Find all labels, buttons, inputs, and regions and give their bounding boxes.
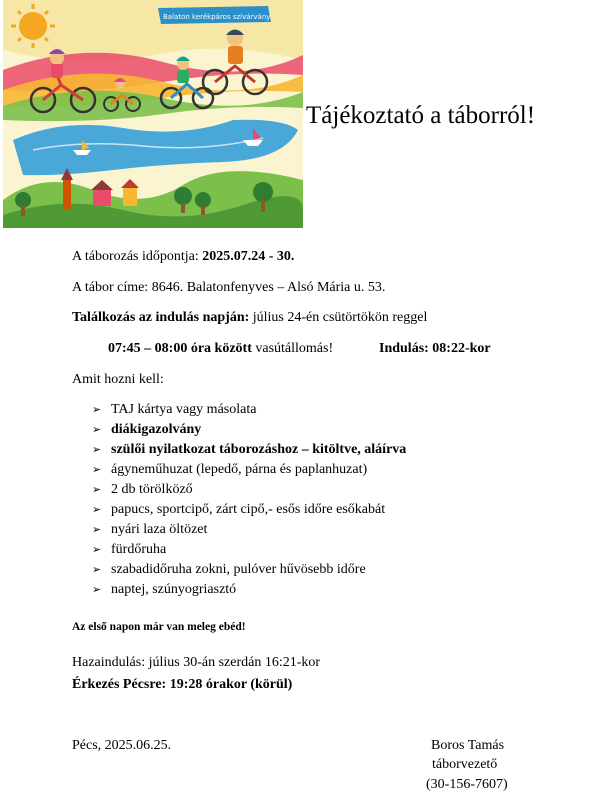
meeting-time: 07:45 – 08:00 óra között bbox=[108, 341, 252, 356]
packing-list-item bbox=[92, 402, 406, 422]
arrow-bullet-icon: ➢ bbox=[92, 584, 102, 596]
packing-list-item bbox=[92, 482, 406, 502]
packing-list bbox=[92, 402, 406, 602]
packing-list-item-text: ágyneműhuzat (lepedő, párna és paplanhuzat) bbox=[111, 462, 368, 477]
signer-phone: (30-156-7607) bbox=[426, 777, 508, 792]
packing-list-item-text: naptej, szúnyogriasztó bbox=[111, 582, 237, 597]
meeting-time-line bbox=[108, 341, 333, 357]
arrow-bullet-icon: ➢ bbox=[92, 424, 102, 436]
arrow-bullet-icon: ➢ bbox=[92, 484, 102, 496]
packing-list-item bbox=[92, 542, 406, 562]
packing-list-item-text: nyári laza öltözet bbox=[111, 522, 208, 537]
packing-list-item-text: 2 db törölköző bbox=[111, 482, 193, 497]
return-departure: Hazaindulás: július 30-án szerdán 16:21-kor bbox=[72, 655, 321, 670]
camp-dates-label: A táborozás időpontja: bbox=[72, 249, 203, 264]
meeting-line bbox=[72, 310, 427, 326]
packing-list-item-text: diákigazolvány bbox=[111, 422, 202, 437]
meeting-place: vasútállomás! bbox=[251, 341, 334, 356]
packing-list-item-text: papucs, sportcipő, zárt cipő,- esős időre esőkabát bbox=[111, 502, 386, 517]
camp-address-label: A tábor címe: bbox=[72, 280, 152, 295]
arrow-bullet-icon: ➢ bbox=[92, 444, 102, 456]
camp-dates-value: 2025.07.24 - 30. bbox=[202, 249, 295, 264]
packing-list-item-text: szülői nyilatkozat táborozáshoz – kitöltve, aláírva bbox=[111, 442, 407, 457]
packing-list-item bbox=[92, 582, 406, 602]
camp-dates-line bbox=[72, 249, 294, 265]
arrow-bullet-icon: ➢ bbox=[92, 564, 102, 576]
arrow-bullet-icon: ➢ bbox=[92, 504, 102, 516]
packing-list-item bbox=[92, 462, 406, 482]
packing-heading: Amit hozni kell: bbox=[72, 372, 164, 387]
bike-map-illustration bbox=[3, 0, 303, 228]
camp-address-value: 8646. Balatonfenyves – Alsó Mária u. 53. bbox=[151, 280, 386, 295]
packing-list-item-text: TAJ kártya vagy másolata bbox=[111, 402, 257, 417]
packing-list-item bbox=[92, 522, 406, 542]
packing-list-item-text: fürdőruha bbox=[111, 542, 167, 557]
return-arrival: Érkezés Pécsre: 19:28 órakor (körül) bbox=[72, 677, 293, 692]
signer-role: táborvezető bbox=[432, 757, 498, 772]
arrow-bullet-icon: ➢ bbox=[92, 544, 102, 556]
svg-text:Balaton kerékpáros szivárvány: Balaton kerékpáros szivárvány bbox=[163, 13, 271, 21]
lunch-note: Az első napon már van meleg ebéd! bbox=[72, 621, 246, 633]
camp-illustration bbox=[3, 0, 303, 228]
signer-name: Boros Tamás bbox=[431, 738, 505, 753]
packing-list-item bbox=[92, 442, 406, 462]
page-title: Tájékoztató a táborról! bbox=[306, 102, 536, 129]
meeting-value: július 24-én csütörtökön reggel bbox=[249, 310, 428, 325]
packing-list-item-text: szabadidőruha zokni, pulóver hűvösebb időre bbox=[111, 562, 366, 577]
arrow-bullet-icon: ➢ bbox=[92, 524, 102, 536]
packing-list-item bbox=[92, 502, 406, 522]
place-date: Pécs, 2025.06.25. bbox=[72, 738, 172, 753]
meeting-label: Találkozás az indulás napján: bbox=[72, 310, 250, 325]
arrow-bullet-icon: ➢ bbox=[92, 464, 102, 476]
packing-list-item bbox=[92, 562, 406, 582]
departure-time: Indulás: 08:22-kor bbox=[379, 341, 491, 356]
arrow-bullet-icon: ➢ bbox=[92, 404, 102, 416]
packing-list-item bbox=[92, 422, 406, 442]
camp-address-line bbox=[72, 280, 385, 296]
